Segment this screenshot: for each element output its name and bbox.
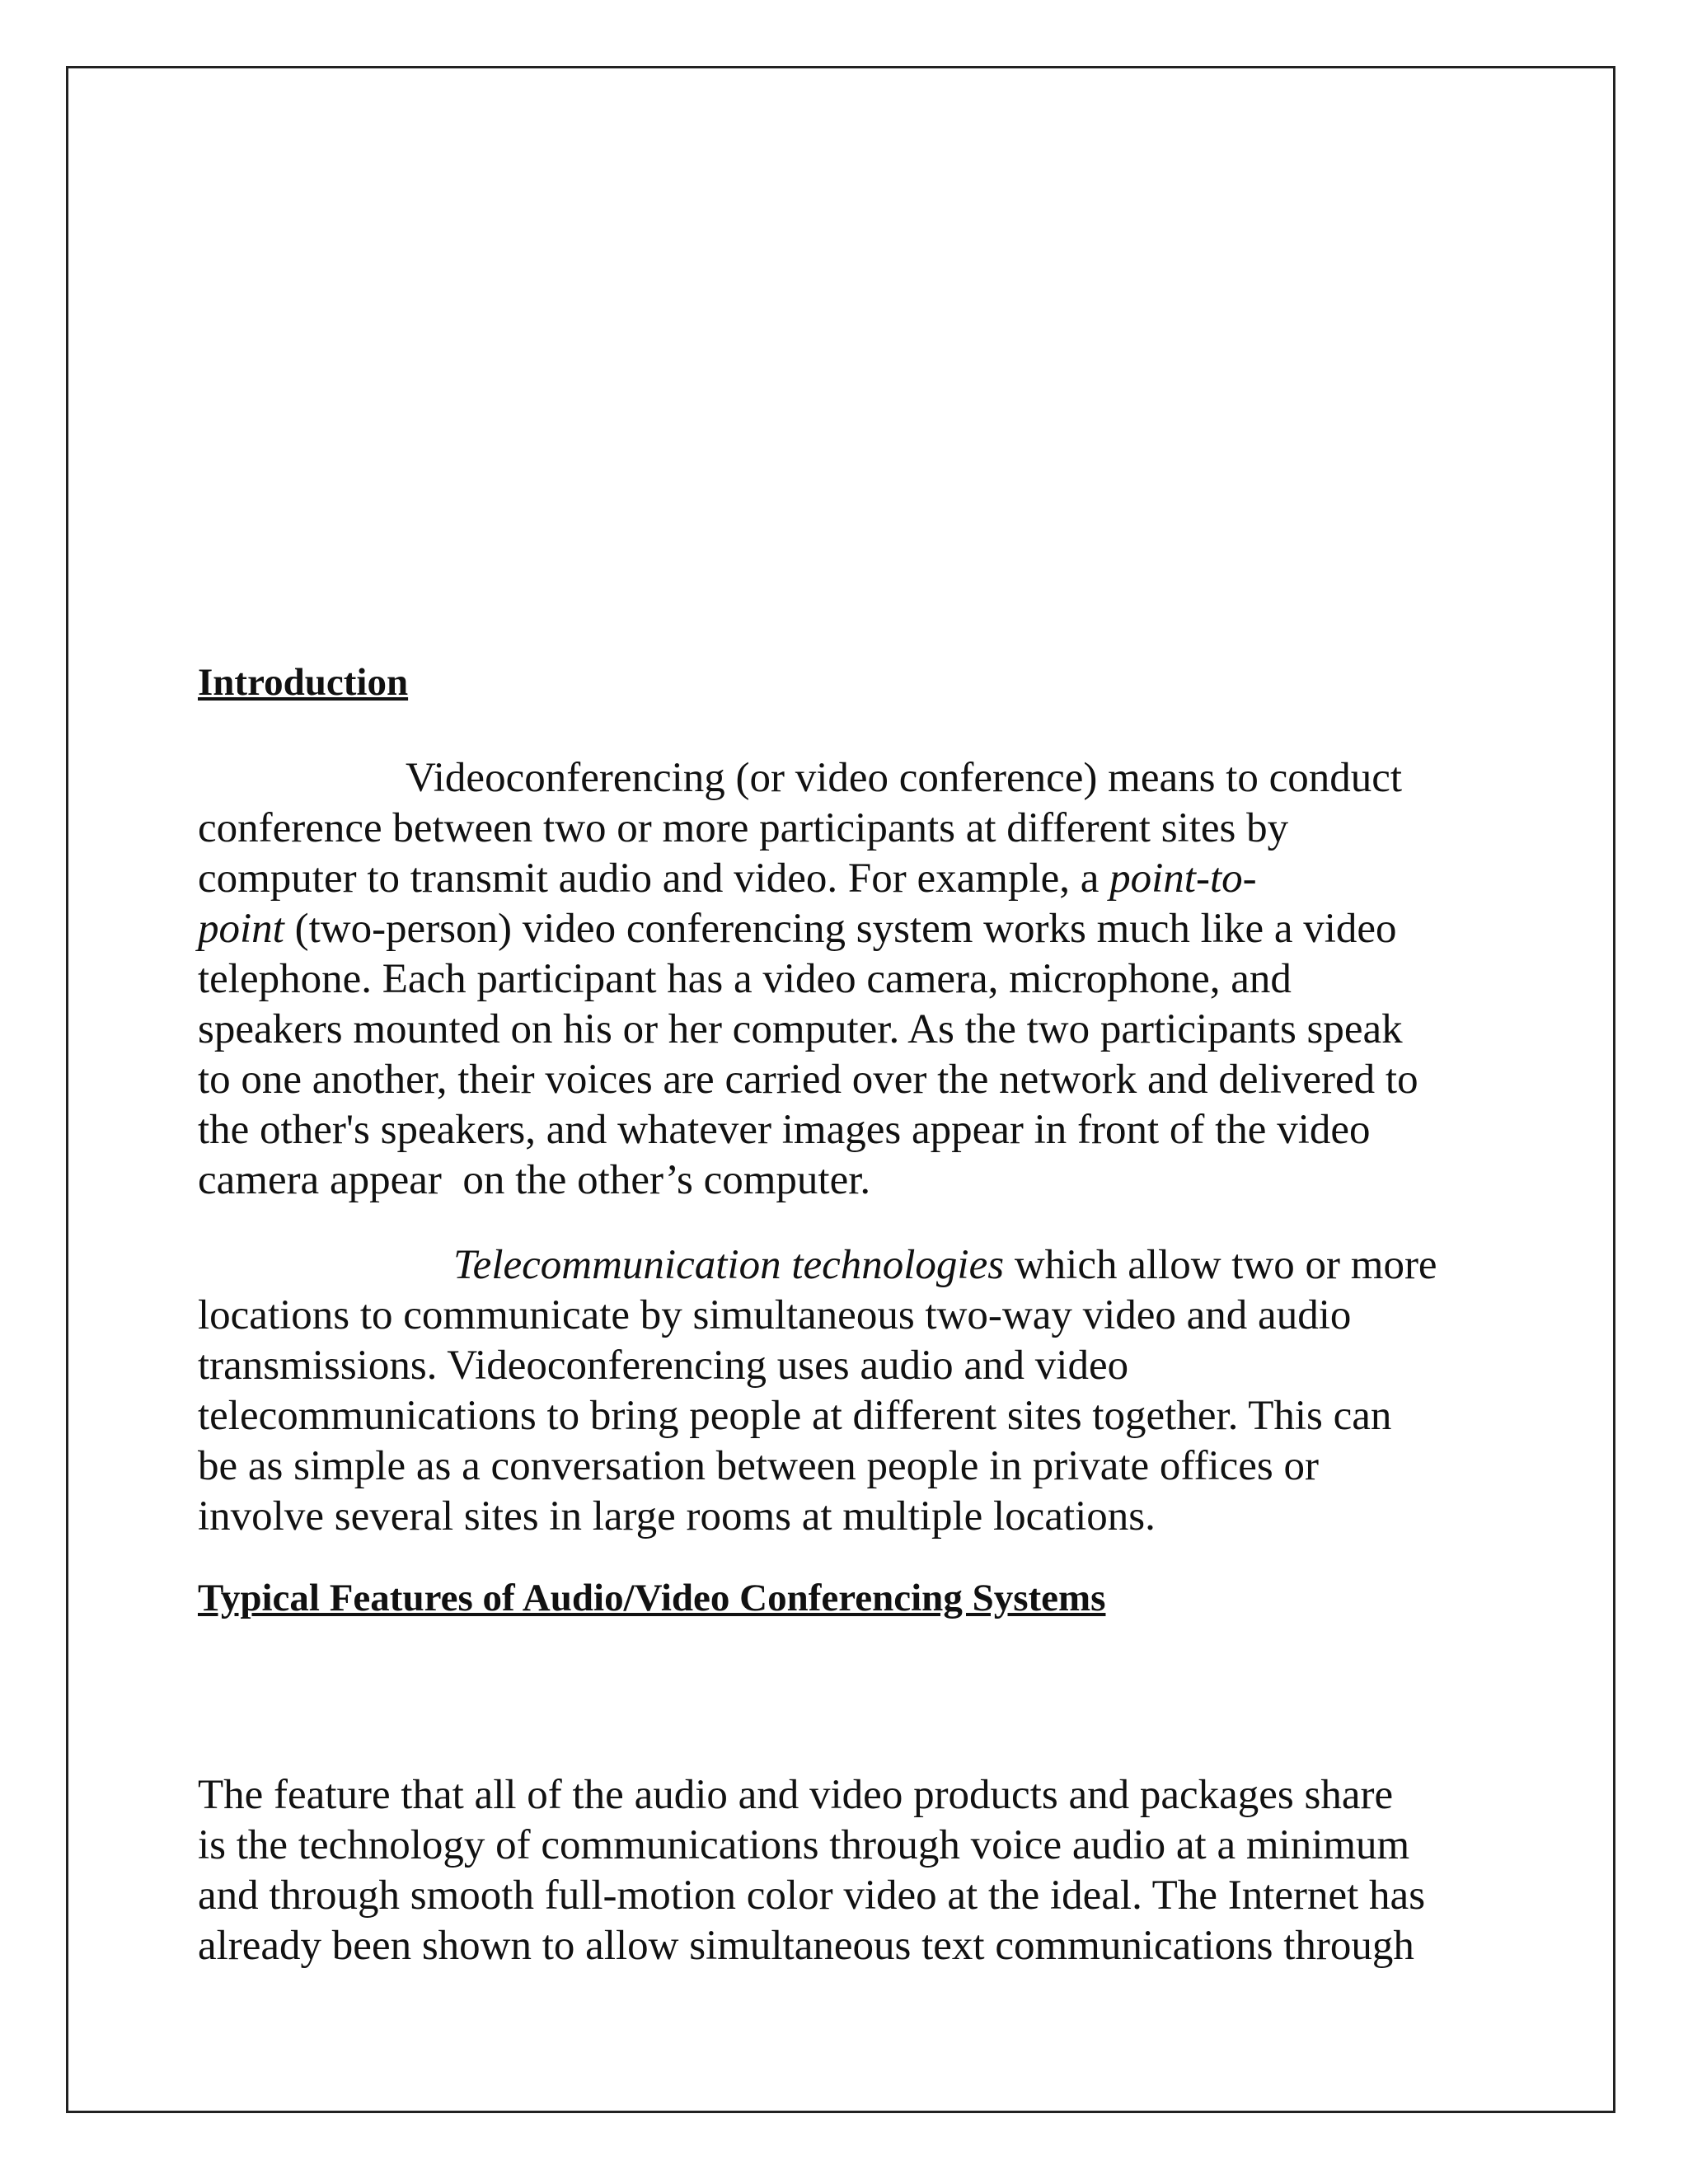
- text-line: conference between two or more participants at different sites by: [198, 805, 1289, 852]
- text-line: camera appear on the other’s computer.: [198, 1157, 871, 1204]
- italic-term-point: point: [198, 906, 284, 953]
- text-line: [198, 854, 1500, 904]
- heading-introduction: Introduction: [198, 661, 409, 704]
- text-line: is the technology of communications through voice audio at a minimum: [198, 1821, 1410, 1868]
- text-line: to one another, their voices are carried over the network and delivered to: [198, 1057, 1418, 1104]
- text-run: which allow two or more: [1004, 1242, 1437, 1289]
- text-line: already been shown to allow simultaneous text communications through: [198, 1922, 1414, 1969]
- text-line: speakers mounted on his or her computer. As the two participants speak: [198, 1006, 1403, 1053]
- italic-term-point-to: point-to-: [1109, 855, 1257, 902]
- text-run: computer to transmit audio and video. For example, a: [198, 855, 1110, 902]
- heading-typical-features: Typical Features of Audio/Video Conferencing Systems: [198, 1577, 1106, 1620]
- text-line: the other's speakers, and whatever images appear in front of the video: [198, 1107, 1371, 1154]
- text-line: telephone. Each participant has a video camera, microphone, and: [198, 956, 1292, 1003]
- text-line: transmissions. Videoconferencing uses audio and video: [198, 1343, 1129, 1390]
- italic-term-telecommunication: Telecommunication technologies: [453, 1242, 1005, 1289]
- text-line: Videoconferencing (or video conference) means to conduct: [406, 755, 1403, 802]
- paragraph-telecommunication: [198, 1240, 1500, 1542]
- text-line: locations to communicate by simultaneous two-way video and audio: [198, 1292, 1352, 1339]
- text-line: [198, 904, 1500, 954]
- text-line: [198, 1240, 1500, 1291]
- document-body: [198, 659, 1500, 1971]
- text-line: and through smooth full-motion color video at the ideal. The Internet has: [198, 1872, 1426, 1919]
- text-line: telecommunications to bring people at different sites together. This can: [198, 1393, 1392, 1440]
- text-line: The feature that all of the audio and video products and packages share: [198, 1771, 1394, 1818]
- text-run: (two-person) video conferencing system works much like a video: [294, 906, 1397, 953]
- text-line: involve several sites in large rooms at multiple locations.: [198, 1493, 1156, 1540]
- paragraph-features: [198, 1770, 1500, 1971]
- paragraph-videoconferencing-definition: [198, 753, 1500, 1206]
- text-line: be as simple as a conversation between people in private offices or: [198, 1443, 1319, 1490]
